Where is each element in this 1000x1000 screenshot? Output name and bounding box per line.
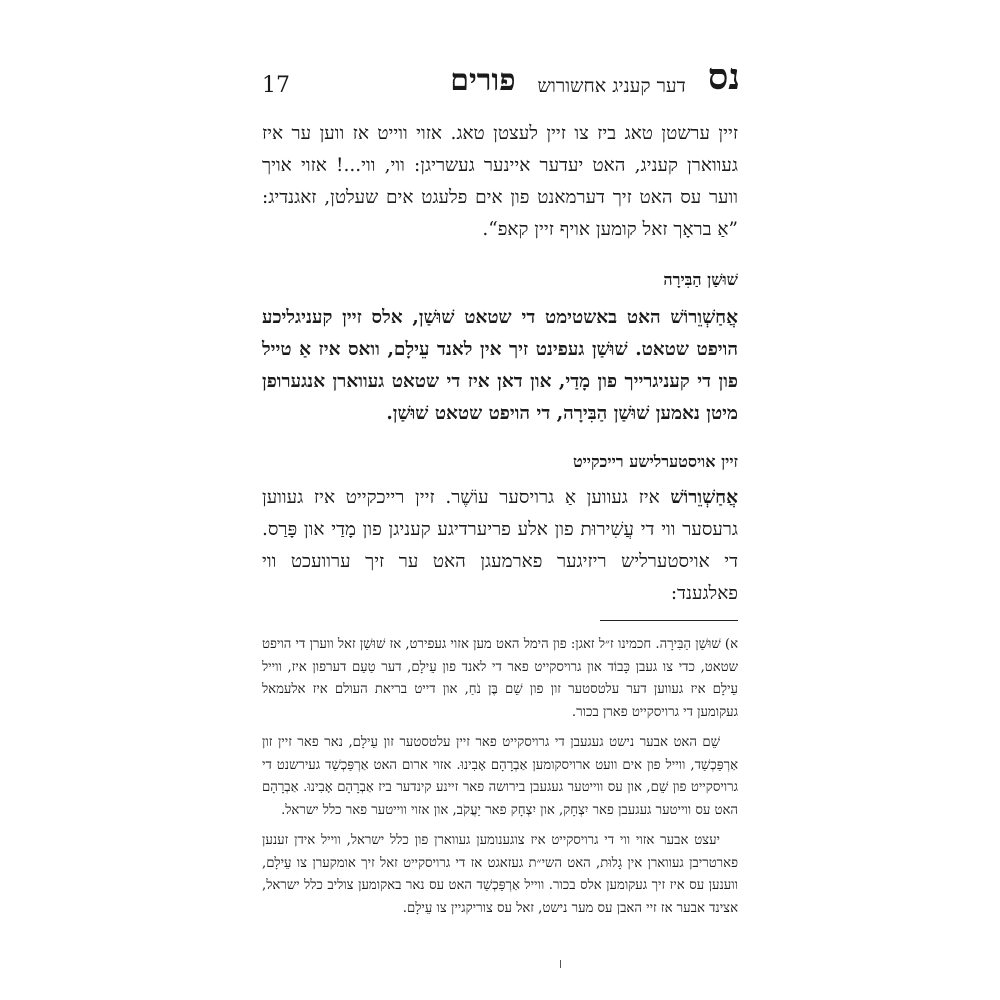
paragraph-3-opening-word: אֲחַשְׁוֵרוֹשׁ bbox=[670, 487, 738, 508]
footnote-1: א) שׁוּשַׁן הַבִּירָה. חכמינו ז״ל זאגן: פון הימל האט מען אזוי געפירט, אז שׁוּשַׁן זאל ווערן די הויפט שטאט, כדי צו געבן כָּבוֹד און גרויסקייט פאר די לאנד פון עֵילָם, דער טַעַם דערפון איז, ווייל עֵילָם איז געווען דער עלטסטער זון פון שֵׁם בֶּן נֹחַ, און דייט בריאת העולם איז אלעמאל געקומען די גרויסקייט פארן בכור. bbox=[262, 637, 738, 720]
paragraph-3 bbox=[262, 482, 738, 610]
main-text bbox=[262, 118, 738, 610]
section-heading-shushan: שׁוּשַׁן הַבִּירָה bbox=[663, 270, 738, 289]
running-header bbox=[262, 52, 740, 98]
footnotes bbox=[262, 634, 738, 928]
section-heading-wealth: זיין אויסטערלישע רייכקייט bbox=[572, 452, 738, 471]
paragraph-2-text: האט באשטימט די שטאט שׁוּשַׁן, אלס זיין קעניגליכע הויפט שטאט. שׁוּשַׁן געפינט זיך אין לאנד עֵילָם, וואס איז אַ טייל פון די קעניגרייך פון מָדַי, און דאן איז די שטאט געווארן אנגערופן מיטן נאמען שׁוּשַׁן הַבִּירָה, די הויפט שטאט שׁוּשַׁן. bbox=[262, 307, 738, 424]
paragraph-2 bbox=[262, 302, 738, 430]
footnote-divider bbox=[600, 620, 738, 621]
header-purim: פורים bbox=[450, 63, 516, 98]
header-king-title: דער קעניג אחשורוש bbox=[537, 75, 686, 97]
header-nes: נס bbox=[707, 56, 740, 98]
paragraph-3-text: איז געווען אַ גרויסער עוֹשֶׁר. זיין רייכקייט איז געווען גרעסער ווי די עֲשִׁירוּת פון אלע פריערדיגע קעניגן פון מָדַי און פָּרַס. די אויסטערליש ריזיגער פארמעגן האט ער זיך ערוועכט ווי פאלגענד: bbox=[262, 487, 738, 604]
footnote-3: יעצט אבער אזוי ווי די גרויסקייט איז צוגענומען געווארן פון כלל ישראל, ווייל אידן זענען פארטריבן געווארן אין גָלוּת, האט השי״ת געזאגט אז די גרויסקייט זאל זיך אומקערן צו עֵילָם, ווענען עס איז זיך געקומען אלס בכור. ווייל אַרְפַּכְשַׁד האט עס נאר באקומען צוליב כלל ישראל, אצינד אבער אז זיי האבן עס מער נישט, זאל עס צוריקגיין צו עֵילָם. bbox=[262, 833, 739, 916]
footnote-2: שֵׁם האט אבער נישט געגעבן די גרויסקייט פאר זיין עלטסטער זון עֵילָם, נאר פאר זיין זון אַרְפַּכְשַׁד, ווייל פון אים וועט ארויסקומען אַבְרָהָם אָבִינוּ. אזוי ארום האט אַרְפַּכְשַׁד געירשנט די גרויסקייט פון שֵׁם, און עס ווייטער געגעבן בירושה פאר זיינע קינדער ביז אַבְרָהָם אָבִינוּ. אַבְרָהָם האט עס ווייטער געגעבן פאר יִצְחָק, און יִצְחָק פאר יַעֲקֹב, און אזוי ווייטער פאר כלל ישראל. bbox=[262, 735, 738, 818]
paragraph-2-opening-word: אֲחַשְׁוֵרוֹשׁ bbox=[670, 307, 738, 328]
paragraph-1: זיין ערשטן טאג ביז צו זיין לעצטן טאג. אזוי ווייט אז ווען ער איז געווארן קעניג, האט יעדער איינער געשריגן: ווי, ווי...! אזוי אויך ווער עס האט זיך דערמאנט פון אים פלעגט אים שעלטן, זאגנדיג: ”אַ בראָך זאל קומען אויף זיין קאפ“. bbox=[262, 123, 738, 240]
print-mark bbox=[560, 960, 561, 968]
header-titles bbox=[450, 56, 740, 98]
page-number: 17 bbox=[262, 73, 290, 98]
